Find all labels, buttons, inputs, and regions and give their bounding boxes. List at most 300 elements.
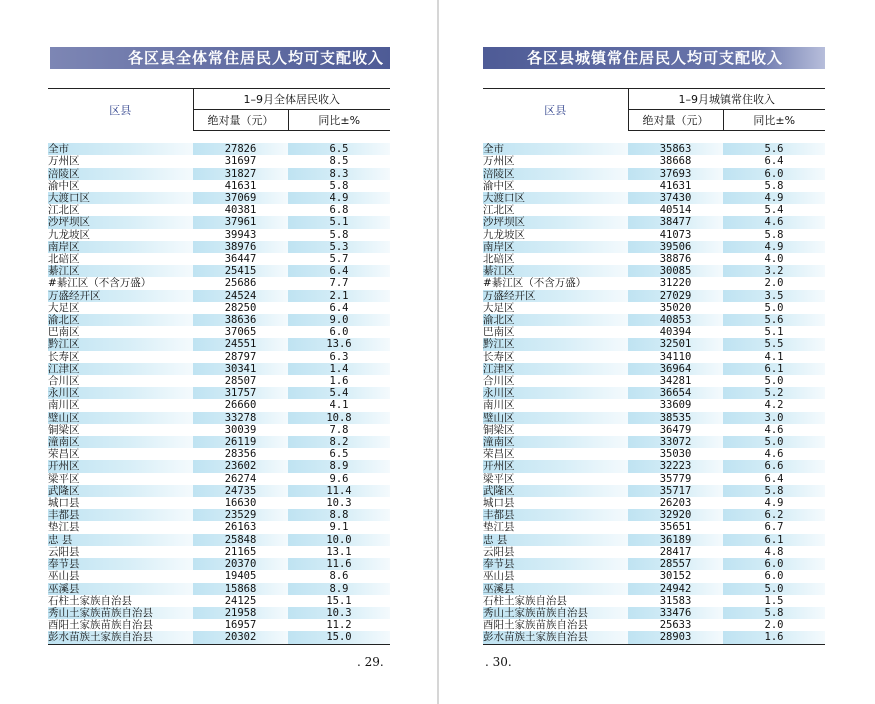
district-name: 巴南区 — [48, 326, 80, 339]
absolute-value: 39506 — [628, 241, 723, 253]
table-row — [483, 143, 825, 155]
absolute-value: 25633 — [659, 619, 692, 632]
absolute-value: 38976 — [193, 241, 288, 253]
district-name: 沙坪坝区 — [48, 216, 193, 228]
table-row — [483, 570, 825, 582]
column-header-area: 区县 — [483, 89, 628, 131]
yoy-change: 6.0 — [723, 558, 825, 570]
yoy-change: 6.6 — [723, 460, 825, 472]
table-row — [483, 192, 825, 204]
absolute-value: 41073 — [659, 228, 692, 241]
table-row — [483, 509, 825, 521]
absolute-value: 33476 — [628, 607, 723, 619]
absolute-value: 16957 — [224, 619, 257, 632]
absolute-value: 37430 — [628, 192, 723, 204]
table-row — [483, 180, 825, 192]
page-title: 各区县城镇常住居民人均可支配收入 — [483, 47, 825, 69]
district-name: 大渡口区 — [48, 192, 193, 204]
absolute-value: 30085 — [628, 265, 723, 277]
table-row — [48, 607, 390, 619]
absolute-value: 33072 — [628, 436, 723, 448]
yoy-change: 5.8 — [329, 179, 349, 192]
yoy-change: 4.2 — [764, 399, 784, 412]
table-row — [483, 168, 825, 180]
table-row — [48, 229, 390, 241]
absolute-value: 20302 — [193, 631, 288, 644]
yoy-change: 1.4 — [288, 363, 390, 375]
district-name: 忠 县 — [483, 534, 628, 546]
yoy-change: 5.0 — [723, 436, 825, 448]
absolute-value: 28507 — [224, 375, 257, 388]
table-row — [48, 314, 390, 326]
table-row — [483, 326, 825, 338]
district-name: 长寿区 — [483, 350, 515, 363]
table-row — [48, 412, 390, 424]
absolute-value: 21165 — [224, 545, 257, 558]
table-row — [483, 314, 825, 326]
district-name: 巴南区 — [483, 326, 515, 339]
absolute-value: 15868 — [193, 583, 288, 595]
absolute-value: 31827 — [193, 168, 288, 180]
yoy-change: 5.4 — [288, 387, 390, 399]
table-body — [483, 131, 825, 645]
absolute-value: 32501 — [628, 338, 723, 350]
district-name: 武隆区 — [483, 485, 628, 497]
absolute-value: 36479 — [659, 423, 692, 436]
absolute-value: 31697 — [224, 155, 257, 168]
absolute-value: 30039 — [224, 423, 257, 436]
table-row — [483, 338, 825, 350]
table-row — [48, 277, 390, 289]
district-name: 奉节县 — [483, 558, 628, 570]
yoy-change: 6.2 — [723, 509, 825, 521]
table-row — [48, 595, 390, 607]
district-name: 渝北区 — [483, 314, 628, 326]
district-name: 酉阳土家族苗族自治县 — [48, 619, 153, 632]
table-body — [48, 131, 390, 645]
absolute-value: 28557 — [628, 558, 723, 570]
district-name: 永川区 — [483, 387, 628, 399]
absolute-value: 33278 — [193, 412, 288, 424]
yoy-change: 6.4 — [764, 472, 784, 485]
table-row — [48, 387, 390, 399]
table-row — [48, 302, 390, 314]
table-row — [483, 521, 825, 533]
yoy-change: 5.5 — [723, 338, 825, 350]
yoy-change: 1.6 — [329, 375, 349, 388]
yoy-change: 2.0 — [764, 277, 784, 290]
table-row — [48, 338, 390, 350]
yoy-change: 8.5 — [329, 155, 349, 168]
yoy-change: 4.6 — [764, 423, 784, 436]
column-header-yoy: 同比±% — [723, 110, 825, 131]
yoy-change: 6.5 — [329, 448, 349, 461]
yoy-change: 9.0 — [288, 314, 390, 326]
yoy-change: 6.5 — [288, 143, 390, 155]
table-row — [48, 424, 390, 436]
district-name: 万盛经开区 — [483, 290, 628, 302]
yoy-change: 6.8 — [329, 204, 349, 217]
table-row — [483, 265, 825, 277]
yoy-change: 1.5 — [764, 594, 784, 607]
absolute-value: 37693 — [628, 168, 723, 180]
absolute-value: 31220 — [659, 277, 692, 290]
yoy-change: 7.7 — [329, 277, 349, 290]
yoy-change: 5.8 — [329, 228, 349, 241]
district-name: 万州区 — [483, 155, 515, 168]
district-name: 开州区 — [483, 460, 628, 472]
absolute-value: 25848 — [193, 534, 288, 546]
yoy-change: 2.1 — [288, 290, 390, 302]
district-name: 梁平区 — [48, 472, 80, 485]
table-row — [48, 192, 390, 204]
yoy-change: 5.8 — [723, 485, 825, 497]
absolute-value: 26660 — [224, 399, 257, 412]
yoy-change: 5.3 — [288, 241, 390, 253]
district-name: 荣昌区 — [48, 448, 80, 461]
absolute-value: 35651 — [659, 521, 692, 534]
yoy-change: 6.0 — [764, 570, 784, 583]
district-name: 梁平区 — [483, 472, 515, 485]
district-name: 潼南区 — [483, 436, 628, 448]
district-name: 巫山县 — [48, 570, 80, 583]
table-row — [483, 229, 825, 241]
district-name: 合川区 — [483, 375, 515, 388]
district-name: 潼南区 — [48, 436, 193, 448]
absolute-value: 27029 — [628, 290, 723, 302]
district-name: 北碚区 — [48, 253, 80, 266]
absolute-value: 19405 — [224, 570, 257, 583]
absolute-value: 23602 — [193, 460, 288, 472]
absolute-value: 24735 — [193, 485, 288, 497]
column-header-absolute: 绝对量（元） — [193, 110, 288, 131]
yoy-change: 13.1 — [326, 545, 352, 558]
district-name: 黔江区 — [48, 338, 193, 350]
table-row — [483, 583, 825, 595]
absolute-value: 26163 — [224, 521, 257, 534]
district-name: 江津区 — [48, 363, 193, 375]
table-row — [483, 460, 825, 472]
district-name: 巫溪县 — [48, 583, 193, 595]
yoy-change: 4.6 — [723, 216, 825, 228]
district-name: 铜梁区 — [48, 423, 80, 436]
table-row — [483, 375, 825, 387]
table-row — [483, 436, 825, 448]
absolute-value: 40514 — [659, 204, 692, 217]
absolute-value: 26274 — [224, 472, 257, 485]
yoy-change: 10.0 — [288, 534, 390, 546]
yoy-change: 15.1 — [326, 594, 352, 607]
absolute-value: 39943 — [224, 228, 257, 241]
yoy-change: 15.0 — [288, 631, 390, 644]
yoy-change: 10.8 — [288, 412, 390, 424]
page-number: . 29. — [357, 655, 384, 669]
district-name: 巫溪县 — [483, 583, 628, 595]
table-row — [48, 155, 390, 167]
district-name: 彭水苗族土家族自治县 — [48, 631, 193, 644]
absolute-value: 41631 — [224, 179, 257, 192]
yoy-change: 11.6 — [288, 558, 390, 570]
table-row — [483, 473, 825, 485]
table-row — [483, 448, 825, 460]
district-name: 长寿区 — [48, 350, 80, 363]
right-page — [439, 0, 875, 704]
table-row — [48, 168, 390, 180]
yoy-change: 5.2 — [723, 387, 825, 399]
district-name: 万盛经开区 — [48, 290, 193, 302]
table-row — [48, 448, 390, 460]
absolute-value: 26119 — [193, 436, 288, 448]
yoy-change: 4.1 — [329, 399, 349, 412]
absolute-value: 34281 — [659, 375, 692, 388]
district-name: 秀山土家族苗族自治县 — [48, 607, 193, 619]
absolute-value: 35030 — [659, 448, 692, 461]
column-header-absolute: 绝对量（元） — [628, 110, 723, 131]
district-name: 大足区 — [48, 301, 80, 314]
district-name: 南川区 — [48, 399, 80, 412]
absolute-value: 28797 — [224, 350, 257, 363]
district-name: 永川区 — [48, 387, 193, 399]
absolute-value: 36654 — [628, 387, 723, 399]
yoy-change: 8.8 — [288, 509, 390, 521]
yoy-change: 8.9 — [288, 583, 390, 595]
yoy-change: 5.6 — [723, 143, 825, 155]
yoy-change: 6.1 — [723, 363, 825, 375]
absolute-value: 38477 — [628, 216, 723, 228]
absolute-value: 16630 — [224, 497, 257, 510]
absolute-value: 28356 — [224, 448, 257, 461]
yoy-change: 5.8 — [764, 179, 784, 192]
district-name: 全市 — [483, 143, 628, 155]
yoy-change: 5.1 — [764, 326, 784, 339]
table-row — [48, 521, 390, 533]
yoy-change: 8.9 — [288, 460, 390, 472]
table-row — [48, 583, 390, 595]
absolute-value: 38668 — [659, 155, 692, 168]
table-row — [48, 241, 390, 253]
yoy-change: 6.3 — [329, 350, 349, 363]
yoy-change: 4.9 — [723, 192, 825, 204]
district-name: 酉阳土家族苗族自治县 — [483, 619, 588, 632]
table-row — [483, 302, 825, 314]
district-name: 垫江县 — [48, 521, 80, 534]
table-row — [48, 619, 390, 631]
table-row — [483, 607, 825, 619]
absolute-value: 38636 — [193, 314, 288, 326]
table-row — [48, 509, 390, 521]
absolute-value: 35779 — [659, 472, 692, 485]
column-group-header: 1–9月全体居民收入 — [193, 89, 390, 110]
table-row — [48, 485, 390, 497]
absolute-value: 25415 — [193, 265, 288, 277]
district-name: 彭水苗族土家族自治县 — [483, 631, 628, 644]
district-name: #綦江区（不含万盛） — [48, 277, 152, 290]
yoy-change: 5.8 — [723, 607, 825, 619]
district-name: 武隆区 — [48, 485, 193, 497]
table-row — [48, 204, 390, 216]
table-row — [48, 497, 390, 509]
yoy-change: 5.8 — [764, 228, 784, 241]
district-name: 忠 县 — [48, 534, 193, 546]
absolute-value: 24551 — [193, 338, 288, 350]
district-name: 九龙坡区 — [483, 228, 525, 241]
table-row — [483, 155, 825, 167]
table-row — [483, 290, 825, 302]
district-name: 云阳县 — [48, 545, 80, 558]
table-row — [48, 546, 390, 558]
yoy-change: 10.3 — [288, 607, 390, 619]
yoy-change: 13.6 — [288, 338, 390, 350]
table-row — [483, 387, 825, 399]
table-row — [483, 546, 825, 558]
district-name: 巫山县 — [483, 570, 515, 583]
table-row — [483, 595, 825, 607]
yoy-change: 4.6 — [764, 448, 784, 461]
district-name: 南川区 — [483, 399, 515, 412]
yoy-change: 8.6 — [329, 570, 349, 583]
table-row — [483, 399, 825, 411]
absolute-value: 40394 — [659, 326, 692, 339]
table-row — [483, 363, 825, 375]
absolute-value: 34110 — [659, 350, 692, 363]
absolute-value: 36189 — [628, 534, 723, 546]
district-name: 綦江区 — [48, 265, 193, 277]
district-name: 荣昌区 — [483, 448, 515, 461]
district-name: 江北区 — [48, 204, 80, 217]
absolute-value: 25686 — [224, 277, 257, 290]
yoy-change: 6.4 — [288, 265, 390, 277]
district-name: 江北区 — [483, 204, 515, 217]
income-table — [483, 88, 825, 645]
absolute-value: 23529 — [193, 509, 288, 521]
absolute-value: 37961 — [193, 216, 288, 228]
absolute-value: 28903 — [628, 631, 723, 644]
district-name: 云阳县 — [483, 545, 515, 558]
district-name: 秀山土家族苗族自治县 — [483, 607, 628, 619]
absolute-value: 21958 — [193, 607, 288, 619]
district-name: 涪陵区 — [483, 168, 628, 180]
absolute-value: 35020 — [659, 301, 692, 314]
absolute-value: 20370 — [193, 558, 288, 570]
table-row — [483, 485, 825, 497]
left-page — [0, 0, 437, 704]
table-row — [483, 204, 825, 216]
table-row — [48, 631, 390, 644]
district-name: #綦江区（不含万盛） — [483, 277, 587, 290]
district-name: 綦江区 — [483, 265, 628, 277]
district-name: 大渡口区 — [483, 192, 628, 204]
yoy-change: 3.5 — [723, 290, 825, 302]
absolute-value: 31583 — [659, 594, 692, 607]
table-row — [483, 241, 825, 253]
yoy-change: 6.0 — [723, 168, 825, 180]
table-row — [483, 619, 825, 631]
absolute-value: 37069 — [193, 192, 288, 204]
absolute-value: 38876 — [659, 253, 692, 266]
yoy-change: 4.0 — [764, 253, 784, 266]
district-name: 石柱土家族自治县 — [483, 594, 567, 607]
table-row — [48, 326, 390, 338]
table-row — [48, 399, 390, 411]
absolute-value: 30152 — [659, 570, 692, 583]
yoy-change: 4.8 — [764, 545, 784, 558]
absolute-value: 37065 — [224, 326, 257, 339]
yoy-change: 8.2 — [288, 436, 390, 448]
district-name: 璧山区 — [48, 412, 193, 424]
table-row — [48, 375, 390, 387]
table-row — [48, 143, 390, 155]
district-name: 垫江县 — [483, 521, 515, 534]
table-row — [483, 631, 825, 644]
yoy-change: 4.1 — [764, 350, 784, 363]
yoy-change: 7.8 — [329, 423, 349, 436]
district-name: 渝中区 — [48, 179, 80, 192]
table-row — [483, 497, 825, 509]
absolute-value: 35717 — [628, 485, 723, 497]
district-name: 丰都县 — [48, 509, 193, 521]
yoy-change: 10.3 — [326, 497, 352, 510]
yoy-change: 6.7 — [764, 521, 784, 534]
column-header-area: 区县 — [48, 89, 193, 131]
column-header-yoy: 同比±% — [288, 110, 390, 131]
yoy-change: 5.4 — [764, 204, 784, 217]
district-name: 城口县 — [483, 497, 515, 510]
absolute-value: 32920 — [628, 509, 723, 521]
absolute-value: 28417 — [659, 545, 692, 558]
district-name: 大足区 — [483, 301, 515, 314]
absolute-value: 28250 — [224, 301, 257, 314]
yoy-change: 4.9 — [723, 241, 825, 253]
table-row — [48, 460, 390, 472]
district-name: 黔江区 — [483, 338, 628, 350]
district-name: 九龙坡区 — [48, 228, 90, 241]
district-name: 璧山区 — [483, 412, 628, 424]
absolute-value: 40381 — [224, 204, 257, 217]
table-row — [48, 180, 390, 192]
yoy-change: 11.2 — [326, 619, 352, 632]
yoy-change: 6.4 — [329, 301, 349, 314]
column-group-header: 1–9月城镇常住收入 — [628, 89, 825, 110]
district-name: 石柱土家族自治县 — [48, 594, 132, 607]
district-name: 全市 — [48, 143, 193, 155]
absolute-value: 31757 — [193, 387, 288, 399]
yoy-change: 9.6 — [329, 472, 349, 485]
table-row — [48, 436, 390, 448]
absolute-value: 30341 — [193, 363, 288, 375]
page-title: 各区县全体常住居民人均可支配收入 — [50, 47, 390, 69]
yoy-change: 4.9 — [764, 497, 784, 510]
table-row — [483, 216, 825, 228]
district-name: 涪陵区 — [48, 168, 193, 180]
district-name: 沙坪坝区 — [483, 216, 628, 228]
table-row — [48, 351, 390, 363]
absolute-value: 24942 — [628, 583, 723, 595]
absolute-value: 35863 — [628, 143, 723, 155]
district-name: 奉节县 — [48, 558, 193, 570]
district-name: 渝北区 — [48, 314, 193, 326]
absolute-value: 32223 — [628, 460, 723, 472]
absolute-value: 26203 — [659, 497, 692, 510]
table-row — [483, 412, 825, 424]
absolute-value: 41631 — [659, 179, 692, 192]
table-row — [483, 534, 825, 546]
table-row — [48, 265, 390, 277]
table-row — [48, 253, 390, 265]
table-row — [48, 570, 390, 582]
district-name: 万州区 — [48, 155, 80, 168]
yoy-change: 2.0 — [764, 619, 784, 632]
table-row — [483, 277, 825, 289]
